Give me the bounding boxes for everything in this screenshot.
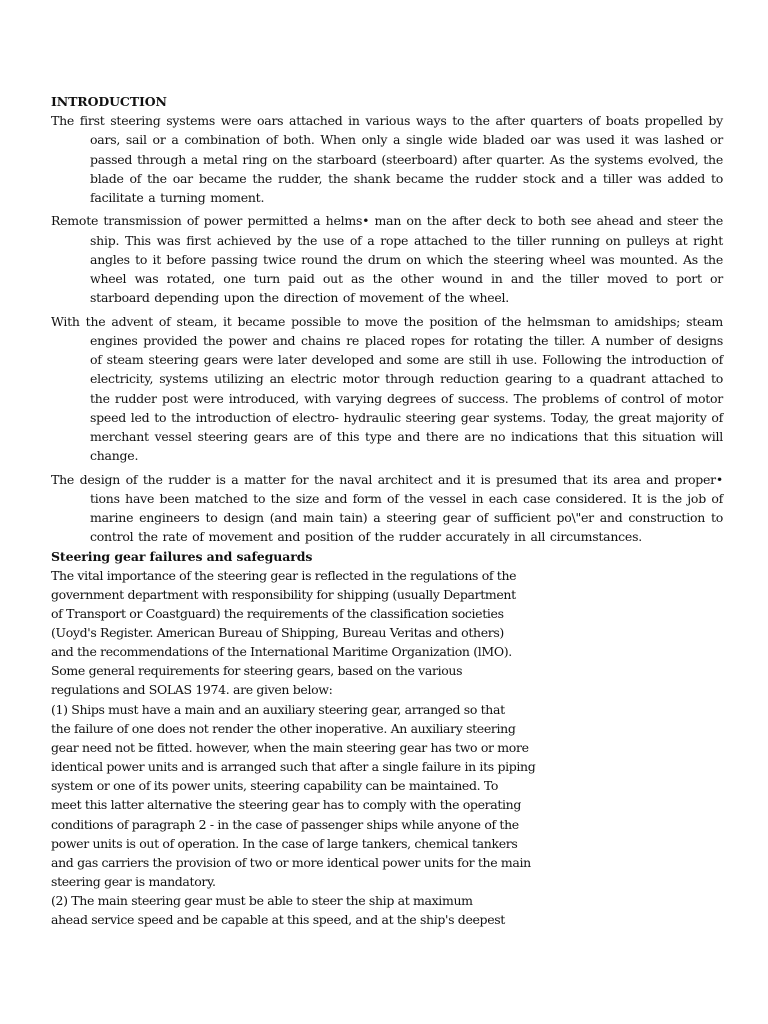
document-page xyxy=(51,92,723,929)
body-line: meet this latter alternative the steering gear has to comply with the operating xyxy=(51,797,522,813)
safeguards-body xyxy=(51,566,536,930)
safeguards-heading: Steering gear failures and safeguards xyxy=(51,548,313,564)
body-line: government department with responsibility for shipping (usually Department xyxy=(51,586,516,602)
intro-paragraph-4: The design of the rudder is a matter for the naval architect and it is presumed that its area and proper• tions have been matched to the size and form of the vessel in each case considered. It is the job of marine engineers to design (and main tain) a steering gear of sufficient po\"er and construction to control the rate of movement and position of the rudder accurately in all circumstances. xyxy=(51,471,723,545)
body-line: regulations and SOLAS 1974. are given below: xyxy=(51,682,333,698)
body-line: power units is out of operation. In the case of large tankers, chemical tankers xyxy=(51,835,518,851)
intro-paragraph-2: Remote transmission of power permitted a helms• man on the after deck to both see ahead and steer the ship. This was first achieved by the use of a rope attached to the tiller running on pulleys at right angles to it before passing twice round the drum on which the steering wheel was mounted. As the wheel was rotated, one turn paid out as the other wound in and the tiller moved to port or starboard depending upon the direction of movement of the wheel. xyxy=(51,213,723,306)
body-line: (1) Ships must have a main and an auxiliary steering gear, arranged so that xyxy=(51,701,505,717)
body-line: and the recommendations of the International Maritime Organization (lMO). xyxy=(51,644,512,660)
body-line: (Uoyd's Register. American Bureau of Shipping, Bureau Veritas and others) xyxy=(51,624,504,640)
body-line: system or one of its power units, steering capability can be maintained. To xyxy=(51,778,499,794)
body-line: The vital importance of the steering gear is reflected in the regulations of the xyxy=(51,567,517,583)
body-line: steering gear is mandatory. xyxy=(51,874,216,889)
body-line: Some general requirements for steering gears, based on the various xyxy=(51,663,463,679)
body-line: gear need not be fitted. however, when the main steering gear has two or more xyxy=(51,739,529,755)
intro-heading: INTRODUCTION xyxy=(51,94,167,109)
body-line: and gas carriers the provision of two or more identical power units for the main xyxy=(51,854,531,870)
body-line: of Transport or Coastguard) the requirements of the classification societies xyxy=(51,605,504,621)
intro-paragraph-1: The first steering systems were oars attached in various ways to the after quarters of boats propelled by oars, sail or a combination of both. When only a single wide bladed oar was used it was lashed or passed through a metal ring on the starboard (steerboard) after quarter. As the systems evolved, the blade of the oar became the rudder, the shank became the rudder stock and a tiller was added to facilitate a turning moment. xyxy=(51,113,723,205)
body-line: conditions of paragraph 2 - in the case of passenger ships while anyone of the xyxy=(51,816,519,832)
intro-paragraph-3: With the advent of steam, it became possible to move the position of the helmsman to amidships; steam engines provided the power and chains re placed ropes for rotating the tiller. A number of designs of steam steering gears were later developed and some are still ih use. Following the introduction of electricity, systems utilizing an electric motor through reduction gearing to a quadrant attached to the rudder post were introduced, with varying degrees of success. The problems of control of motor speed led to the introduction of electro- hydraulic steering gear systems. Today, the great majority of merchant vessel steering gears are of this type and there are no indications that this situation will change. xyxy=(51,313,723,464)
body-line: (2) The main steering gear must be able to steer the ship at maximum xyxy=(51,893,473,909)
body-line: ahead service speed and be capable at this speed, and at the ship's deepest xyxy=(51,912,505,928)
body-line: the failure of one does not render the other inoperative. An auxiliary steering xyxy=(51,720,516,736)
body-line: identical power units and is arranged such that after a single failure in its piping xyxy=(51,759,536,775)
